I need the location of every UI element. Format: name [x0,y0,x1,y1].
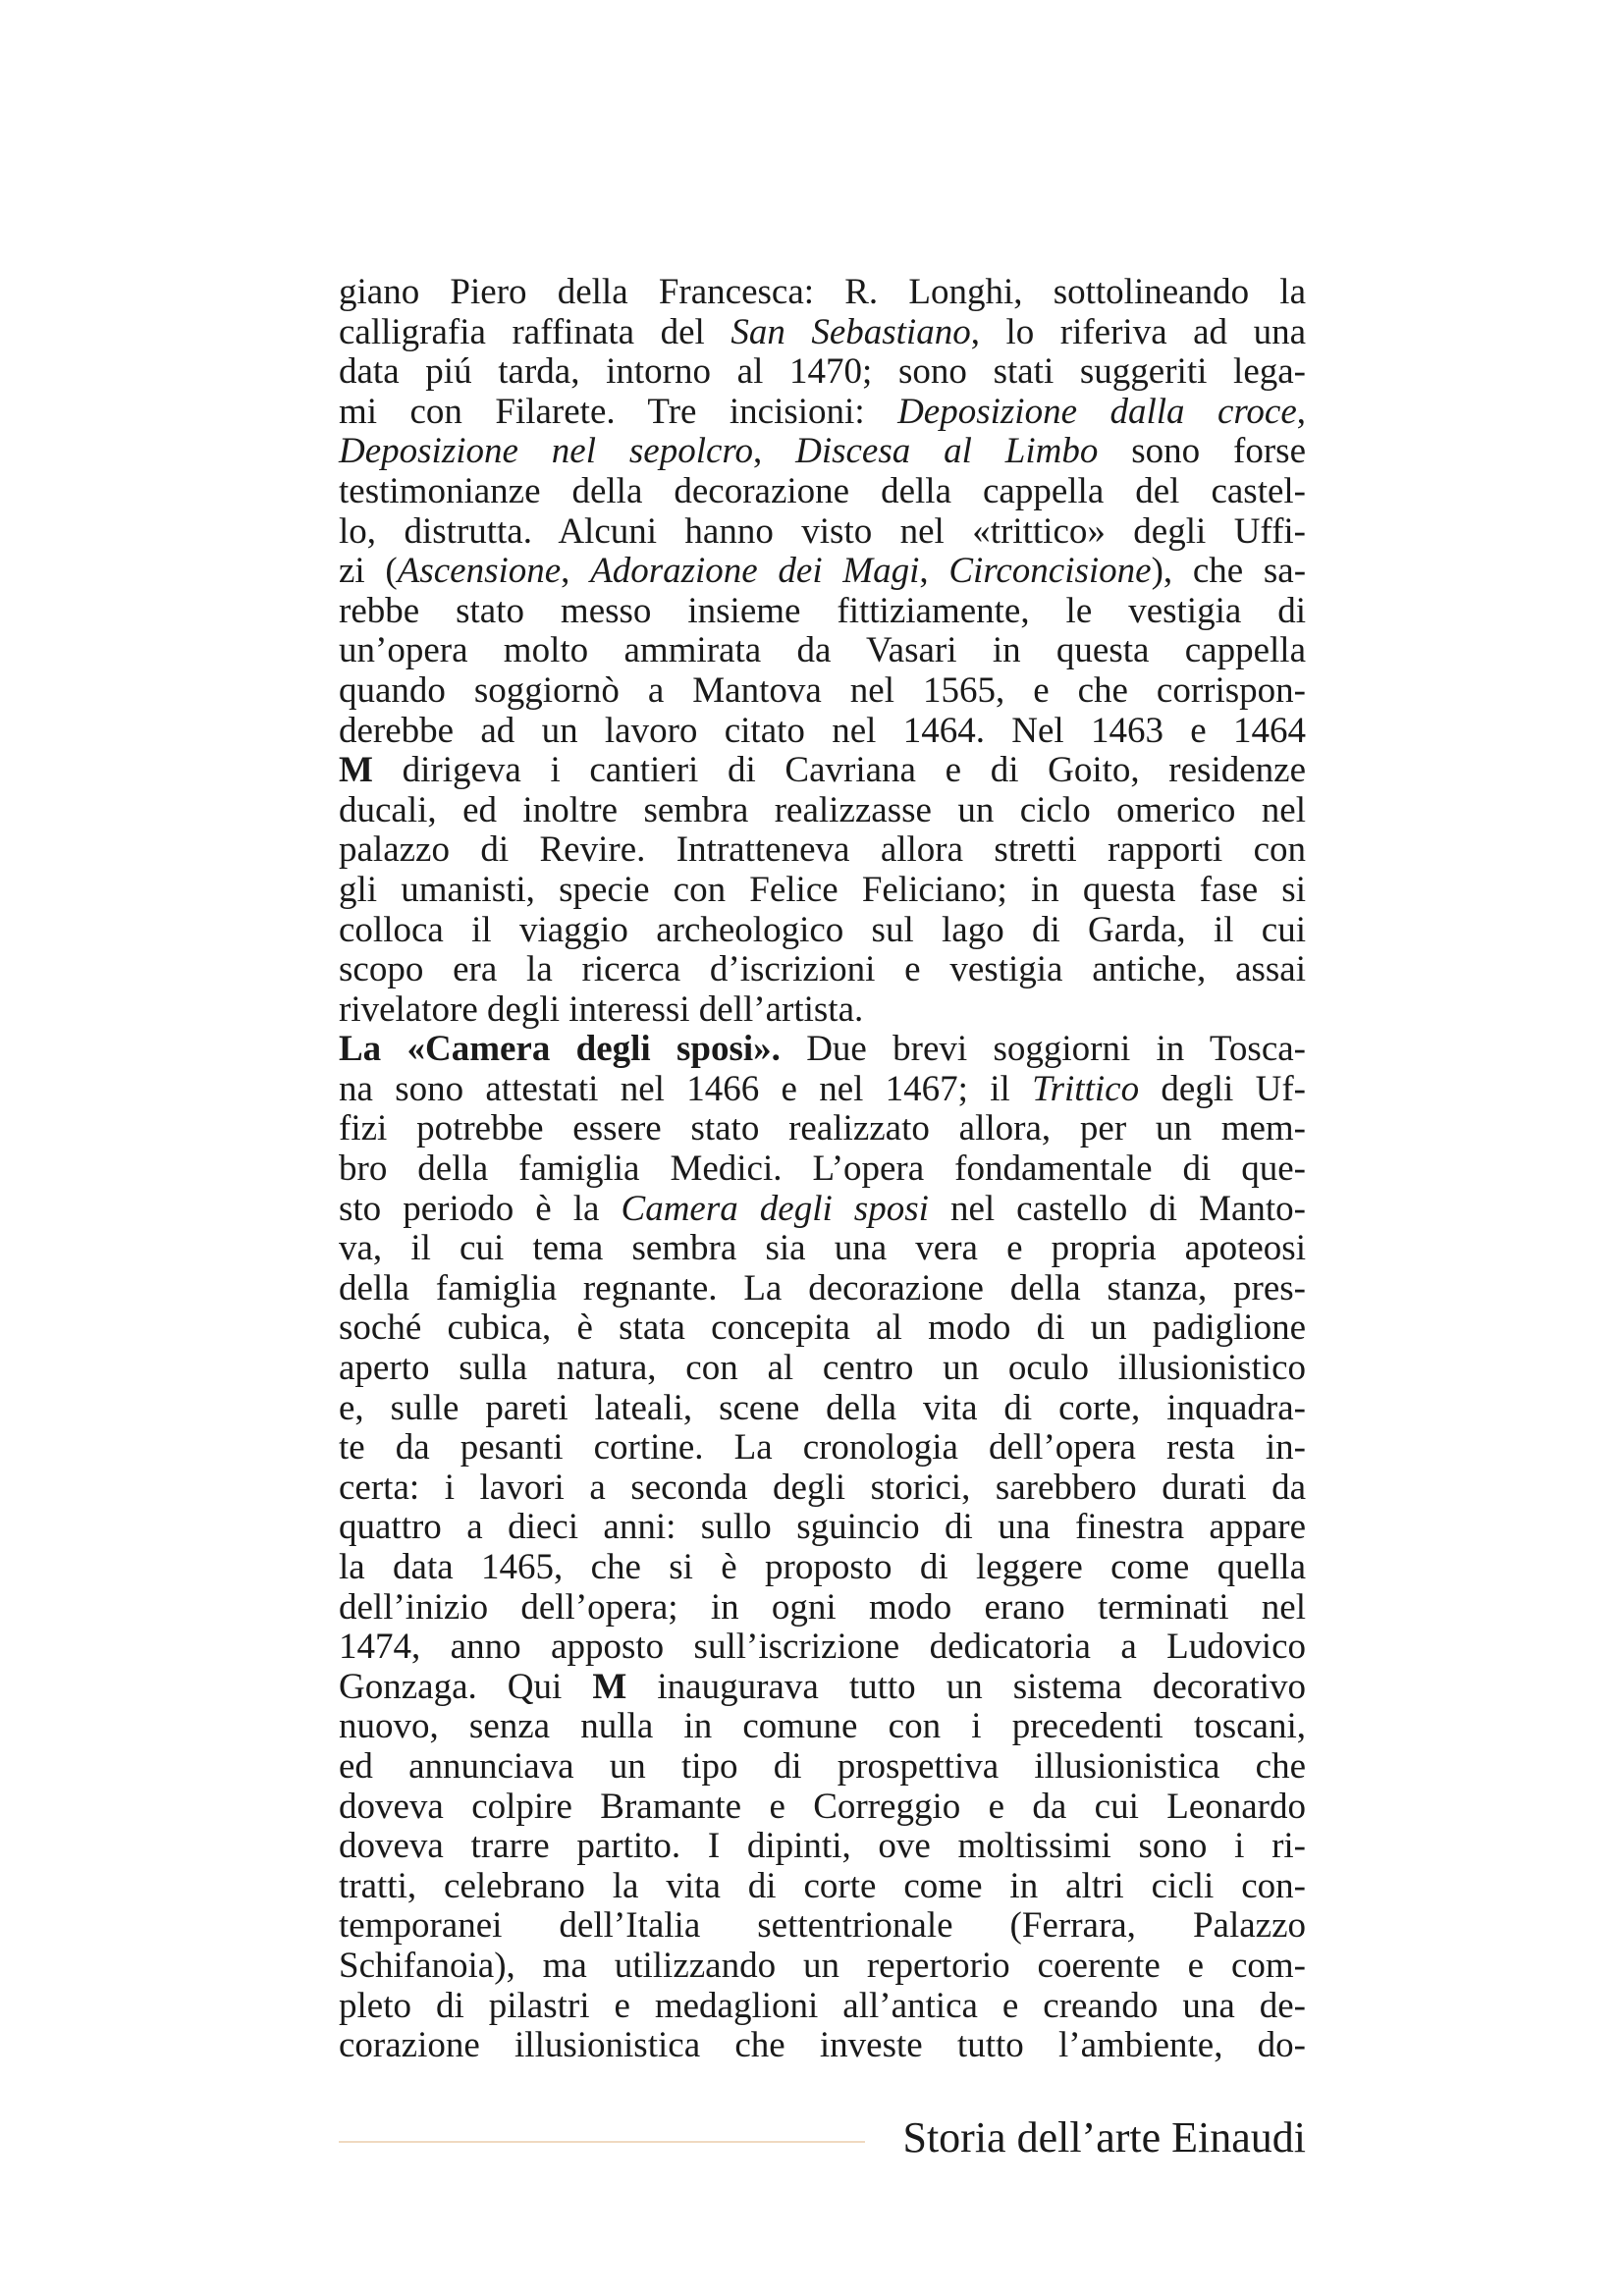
text-line: Deposizione nel sepolcro, Discesa al Limbo sono forse [339,431,1307,472]
text-line: rivelatore degli interessi dell’artista. [339,988,864,1030]
text-line: doveva colpire Bramante e Correggio e da cui Leonardo [339,1786,1306,1827]
text-line: lo, distrutta. Alcuni hanno visto nel «trittico» degli Uffi- [339,510,1306,552]
text-line: testimonianze della decorazione della cappella del castel- [339,470,1306,511]
body-text [339,273,1306,2066]
text-line: gli umanisti, specie con Felice Feliciano; in questa fase si [339,869,1306,910]
text-line: fizi potrebbe essere stato realizzato allora, per un mem- [339,1108,1306,1149]
text-line: calligrafia raffinata del San Sebastiano, lo riferiva ad una [339,311,1306,352]
text-line: zi (Ascensione, Adorazione dei Magi, Circoncisione), che sa- [339,551,1307,592]
text-line: Gonzaga. Qui M inaugurava tutto un sistema decorativo [339,1666,1306,1707]
text-line: della famiglia regnante. La decorazione della stanza, pres- [339,1267,1306,1308]
footer-rule [339,2141,865,2143]
text-line: va, il cui tema sembra sia una vera e propria apoteosi [339,1228,1306,1269]
text-line: derebbe ad un lavoro citato nel 1464. Nel 1463 e 1464 [339,710,1306,751]
text-line: rebbe stato messo insieme fittiziamente, le vestigia di [339,590,1306,631]
text-line: nuovo, senza nulla in comune con i precedenti toscani, [339,1706,1306,1747]
text-line: sto periodo è la Camera degli sposi nel castello di Manto- [339,1188,1306,1229]
text-line: M dirigeva i cantieri di Cavriana e di Goito, residenze [339,750,1306,791]
section-heading-line: La «Camera degli sposi». Due brevi soggiorni in Tosca- [339,1029,1307,1070]
text-line: tratti, celebrano la vita di corte come in altri cicli con- [339,1865,1306,1906]
text-line: pleto di pilastri e medaglioni all’antica e creando una de- [339,1985,1306,2026]
text-line: dell’inizio dell’opera; in ogni modo erano terminati nel [339,1586,1306,1628]
text-line: giano Piero della Francesca: R. Longhi, sottolineando la [339,272,1306,312]
text-line: certa: i lavori a seconda degli storici, sarebbero durati da [339,1467,1306,1508]
text-line: scopo era la ricerca d’iscrizioni e vestigia antiche, assai [339,949,1306,990]
text-line: Schifanoia), ma utilizzando un repertorio coerente e com- [339,1945,1306,1986]
text-line: colloca il viaggio archeologico sul lago di Garda, il cui [339,909,1306,950]
text-line: na sono attestati nel 1466 e nel 1467; il Trittico degli Uf- [339,1068,1306,1109]
text-line: temporanei dell’Italia settentrionale (Ferrara, Palazzo [339,1905,1306,1947]
footer-title: Storia dell’arte Einaudi [902,2113,1306,2162]
text-line: corazione illusionistica che investe tutto l’ambiente, do- [339,2025,1306,2066]
text-line: quattro a dieci anni: sullo sguincio di una finestra appare [339,1507,1306,1548]
text-line: te da pesanti cortine. La cronologia dell’opera resta in- [339,1427,1306,1468]
text-line: la data 1465, che si è proposto di leggere come quella [339,1547,1306,1587]
text-line: bro della famiglia Medici. L’opera fondamentale di que- [339,1148,1306,1190]
text-line: data piú tarda, intorno al 1470; sono stati suggeriti lega- [339,351,1306,393]
page-footer [339,2110,1306,2169]
text-line: e, sulle pareti lateali, scene della vita di corte, inquadra- [339,1387,1306,1428]
text-line: aperto sulla natura, con al centro un oculo illusionistico [339,1348,1306,1389]
text-line: soché cubica, è stata concepita al modo di un padiglione [339,1308,1306,1349]
text-line: 1474, anno apposto sull’iscrizione dedicatoria a Ludovico [339,1627,1306,1668]
text-line: doveva trarre partito. I dipinti, ove moltissimi sono i ri- [339,1826,1306,1867]
text-line: mi con Filarete. Tre incisioni: Deposizione dalla croce, [339,391,1306,432]
text-line: ducali, ed inoltre sembra realizzasse un ciclo omerico nel [339,789,1306,830]
text-line: ed annunciava un tipo di prospettiva illusionistica che [339,1745,1306,1787]
text-line: palazzo di Revire. Intratteneva allora stretti rapporti con [339,829,1306,871]
text-line: un’opera molto ammirata da Vasari in questa cappella [339,630,1306,671]
text-line: quando soggiornò a Mantova nel 1565, e che corrispon- [339,669,1306,711]
